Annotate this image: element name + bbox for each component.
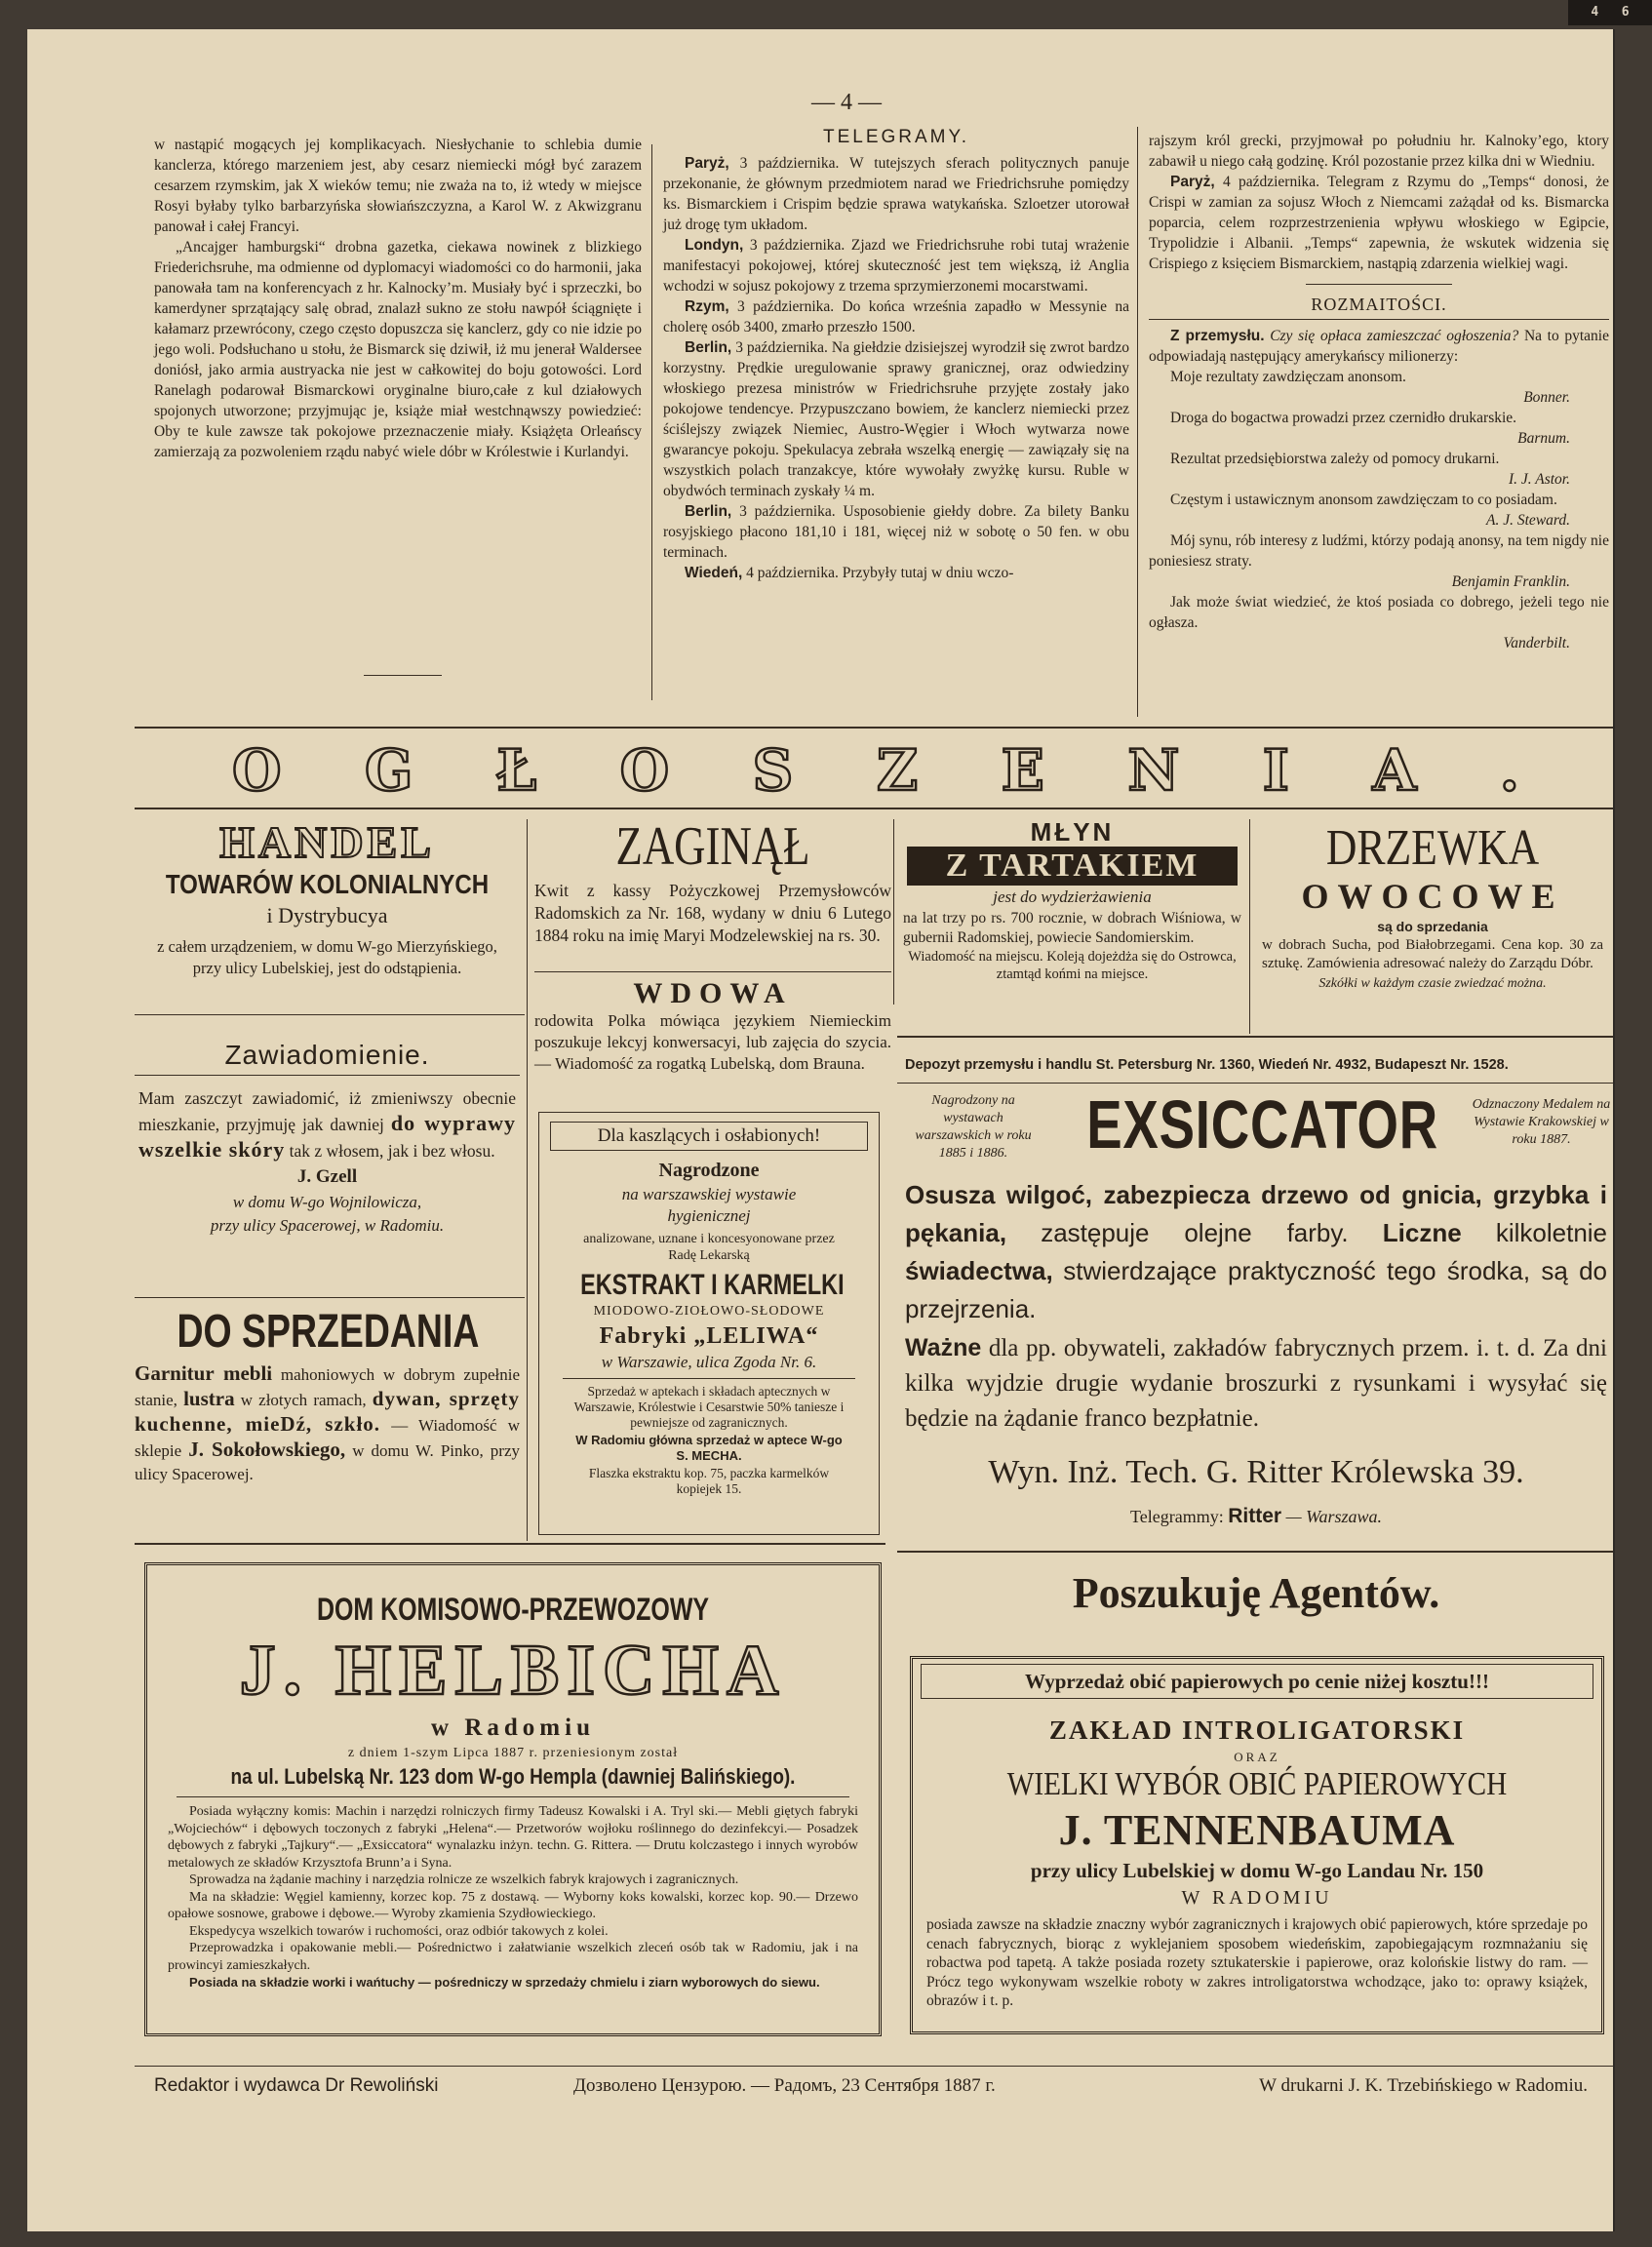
zawiadomienie-ad [135,1036,520,1238]
section-rule [135,808,1615,809]
telegramy-section [663,127,1129,583]
sale-text: — Wiadomość w sklepie [135,1416,521,1460]
tennenbaum-sale: Wyprzedaż obić papierowych po cenie niżej kosztu!!! [921,1664,1593,1699]
mlyn-subtitle: Z TARTAKIEM [907,847,1238,886]
helbich-paragraph: Ekspedycya wszelkich towarów i ruchomości, oraz odbiór takowych z kolei. [189,1923,609,1939]
karmelki-ad [544,1118,874,1497]
banner-letter: O [619,737,670,804]
tennenbaum-ad [921,1664,1593,2011]
dateline-city: Berlin, [685,503,732,520]
exsiccator-title: EXSICCATOR [1086,1086,1438,1163]
helbich-moved: z dniem 1-szym Lipca 1887 r. przeniesionym został [347,1746,679,1760]
zawiadomienie-body: Mam zaszczyt zawiadomić, iż zmieniwszy obecnie mieszkanie, przyjmuję jak dawniej [138,1088,516,1134]
telegram-text: 3 października. W tutejszych sferach politycznych panuje przekonanie, że głównym przedmiotem narad we Friedrichsruhe pomiędzy ks. Bismarckiem i Crispim będzie sprawa watykańska. Szloetzer utorował już drogę tym układom. [663,155,1130,233]
banner-letter: G [364,737,413,804]
mlyn-note: Wiadomość na miejscu. Koleją dojeżdża się do Ostrowca, ztamtąd końmi na miejsce. [908,949,1237,982]
column-rule [527,819,528,1541]
karmelki-title: EKSTRAKT I KARMELKI [580,1269,845,1301]
karmelki-head: Dla kaszlących i osłabionych! [550,1122,868,1151]
footer-printer: W drukarni J. K. Trzebińskiego w Radomiu. [1259,2075,1588,2096]
mlyn-title: MŁYN [1030,817,1115,847]
telegram-entry [663,296,1129,337]
helbich-ad [156,1590,870,1991]
quote-author: Bonner. [1523,389,1570,406]
banner-letter: A [1372,737,1417,804]
exsiccator-text: kilkoletnie [1495,1218,1608,1247]
mlyn-body: na lat trzy po rs. 700 rocznie, w dobrach Wiśniowa, w gubernii Radomskiej, powiecie Sandomierskim. [903,910,1241,946]
banner-letter: N [1127,737,1180,804]
handel-line: i Dystrybucya [266,903,388,927]
exsiccator-telegram [905,1504,1607,1529]
zaginal-body: Kwit z kassy Pożyczkowej Przemysłowców Radomskich za Nr. 168, wydany w dniu 6 Lutego 1884 roku na imię Maryi Modzelewskiej na rs. 30. [534,881,891,945]
exsiccator-award-left: Nagrodzony na wystawach warszawskich w roku 1885 i 1886. [915,1093,1032,1161]
telegram-entry [663,337,1129,501]
mlyn-ad [899,817,1245,983]
banner-letter: Ł [495,737,537,804]
rozmaitosci-title: ROZMAITOŚCI. [1311,295,1447,314]
exsiccator-important: Ważne [905,1334,982,1361]
quote-author: I. J. Astor. [1508,471,1570,488]
divider [897,1551,1615,1553]
tennenbaum-subtitle: WIELKI WYBÓR OBIĆ PAPIEROWYCH [1006,1766,1508,1802]
drzewka-subtitle: OWOCOWE [1301,877,1564,916]
karmelki-exhibition-type: hygienicznej [667,1206,751,1225]
banner-letter: E [1001,737,1044,804]
tennenbaum-title: ZAKŁAD INTROLIGATORSKI [1048,1715,1466,1745]
karmelki-radom: W Radomiu główna sprzedaż w aptece W-go S. MECHA. [575,1433,843,1463]
wdowa-body: rodowita Polka mówiąca językiem Niemieckim poszukuje lekcyj konwersacyi, lub zajęcia do szycia. — Wiadomość za rogatką Lubelską, dom Brauna. [534,1011,891,1073]
column-rule [893,819,894,1005]
do-sprzedania-ad [135,1303,520,1486]
quote-author: A. J. Steward. [1486,512,1570,529]
divider [135,1297,525,1298]
tennenbaum-city: W RADOMIU [1181,1887,1333,1909]
quote-author: Benjamin Franklin. [1451,573,1570,590]
exsiccator-body [905,1176,1607,1328]
telegram-entry [663,501,1129,563]
column-rule [1249,819,1250,1034]
quote-text: Moje rezultaty zawdzięczam anonsom. [1170,369,1406,385]
telegram-text: 3 października. Zjazd we Friedrichsruhe robi tutaj wrażenie manifestacyi pokojowej, której skuteczność jest tem większą, iż Anglia wchodzi w sojusz pokojowy z trzema sprzymierzonemi mocarstwami. [663,237,1129,295]
telegram-label: Telegrammy: [1130,1507,1224,1526]
banner-letter: O [232,737,282,804]
exsiccator-text: dla pp. obywateli, zakładów fabrycznych przem. i. t. d. Za dni kilka wyjdzie drugie wydanie broszurki z rysunkami i wysyłać się będzie na żądanie franco bezpłatnie. [905,1335,1607,1432]
drzewka-body: w dobrach Sucha, pod Białobrzegami. Cena kop. 30 za sztukę. Zamówienia adresować należy do Zarządu Dóbr. [1262,937,1603,971]
article-paragraph: „Ancajger hamburgski“ drobna gazetka, ciekawa nowinek z blizkiego Friederichsruhe, ma odmienne od dyplomacyi wiadomości co do harmonii, jaka panowała tam na konferencyach z hr. Kalnocky’m. Musiały być i sprzeczki, bo kamerdyner sprzątający salę obrad, znalazł sukno ze stołu nawpół ściągnięte i kałamarz przewrócony, czego często dopuszcza się kanclerz, gdy co nie idzie po jego woli. Podsłuchano u stołu, że Bismarck się dziwił, iż mu jenerał Waldersee doniósł, jako armia austryacka nie jest w całkowitej do boju gotowości. Lord Ranelagh podarował Bismarckowi oryginalne biuro,całe z kul działowych spojonych utworzone; przyjmując je, książe miał westchnąwszy powiedzieć: Oby te kule zawsze tak pokojowe przeznaczenie miały. Książęta Orleańscy zamierzają za pozwoleniem rządu nabyć wiele dóbr w Królestwie i Kurlandyi. [154,239,642,460]
agentow-ad: Poszukuję Agentów. [1072,1569,1440,1617]
sale-item: J. Sokołowskiego, [188,1438,346,1461]
divider [1149,319,1609,320]
divider [364,675,442,676]
tennenbaum-name: J. TENNENBAUMA [1058,1806,1456,1854]
section-rule [135,727,1615,729]
dateline-city: Londyn, [685,237,744,254]
helbich-paragraph: Ma na składzie: Węgiel kamienny, korzec kop. 75 z dostawą. — Wyborny koks kowalski, korzec kop. 90.— Drzewo opałowe sosnowe, grabowe i dębowe.— Wyroby zkamienia Szydłowieckiego. [168,1889,858,1921]
handel-body: z całem urządzeniem, w domu W-go Mierzyńskiego, przy ulicy Lubelskiej, jest do odstąpienia. [157,937,497,977]
helbich-title: DOM KOMISOWO-PRZEWOZOWY [316,1592,710,1627]
divider [534,971,891,972]
zawiadomienie-address: w domu W-go Wojnilowicza, [232,1193,422,1211]
sale-text: w domu W. Pinko, przy ulicy Spacerowej. [135,1441,521,1483]
telegram-text: 3 października. Usposobienie giełdy dobre. Za bilety Banku rosyjskiego płacono 181,10 i 181, więcej niż w sobotę o 50 fen. w obu terminach. [663,503,1130,561]
quote-list [1149,367,1609,653]
footer-censor: Дозволено Цензурою. — Радомъ, 23 Сентября 1887 г. [573,2075,996,2096]
divider [897,1036,1615,1038]
article-paragraph: rajszym król grecki, przyjmował po południu hr. Kalnoky’ego, ktory zabawił u niego całą godzinę. Król pozostanie przez kilka dni w Wiedniu. [1149,133,1609,170]
telegram-entry [663,563,1129,583]
telegram-entry [663,153,1129,235]
helbich-paragraph: Posiada wyłączny komis: Machin i narzędzi rolniczych firmy Tadeusz Kowalski i A. Tryl ski.— Mebli giętych fabryki „Wojciechów“ i dębowych toczonych z fabryki „Helena“.— Przetworów wojłoku roślinnego do dezinfekcyi.— Posadzek dębowych z fabryki „Tajkury“.— „Exsiccatora“ wynalazku inżyn. techn. G. Rittera. — Drutu kolczastego i innych wyrobów metalowych ze składów Krzysztofa Brunn’a i Syna. [168,1804,858,1871]
drzewka-note: Szkółki w każdym czasie zwiedzać można. [1318,976,1547,991]
drzewka-line: są do sprzedania [1377,919,1488,934]
article-paragraph: w nastąpić mogących jej komplikacyach. Niesłychanie to schlebia dumie kanclerza, którego marzeniem jest, aby cesarz niemiecki mógł być zarazem cesarzem rzymskim, jak X wieków temu; nie zważa na to, iż wtedy w miejsce Rosyi byłaby tylko barbarzyńska słowiańszczyzna, a Karol W. z Akwizgranu panował i całej Francyi. [154,137,642,235]
karmelki-sale: Sprzedaż w aptekach i składach aptecznych w Warszawie, Królestwie i Cesarstwie 50% taniesze i pewniejsze od zagranicznych. [573,1384,845,1430]
ogloszenia-banner [232,737,1519,804]
drzewka-ad [1256,821,1609,995]
karmelki-subtitle: MIODOWO-ZIOŁOWO-SŁODOWE [593,1304,825,1319]
dateline-city: Berlin, [685,339,732,356]
rozmaitosci-question: Czy się opłaca zamieszczać ogłoszenia? [1270,328,1519,344]
banner-letter: I [1262,737,1289,804]
corner-marks: 4 6 [1568,0,1652,25]
banner-letter: S [752,737,794,804]
tennenbaum-oraz: ORAZ [1234,1750,1280,1764]
quote-author: Vanderbilt. [1503,635,1570,651]
divider [1306,284,1452,285]
zawiadomienie-address: przy ulicy Spacerowej, w Radomiu. [210,1216,445,1235]
quote-text: Jak może świat wiedzieć, że ktoś posiada co dobrego, jeżeli tego nie ogłasza. [1149,594,1609,631]
divider [563,1378,855,1379]
dateline-city: Paryż, [1170,174,1215,190]
quote-text: Rezultat przedsiębiorstwa zależy od pomocy drukarni. [1170,451,1500,467]
karmelki-price: Flaszka ekstraktu kop. 75, paczka karmelków kopiejek 15. [588,1466,830,1496]
helbich-paragraph: Posiada na składzie worki i wańtuchy — pośredniczy w sprzedaży chmielu i ziarn wyborowych do siewu. [189,1975,820,1990]
exsiccator-notice [905,1330,1607,1437]
banner-letter: Z [876,737,919,804]
quote-text: Droga do bogactwa prowadzi przez czernidło drukarskie. [1170,410,1517,426]
zaginal-ad [534,817,891,947]
article-paragraph: 4 października. Telegram z Rzymu do „Temps“ donosi, że Crispi w zamian za sojusz Włoch z Niemcami zażądał od ks. Bismarcka poparcia, celem rozprzestrzenienia wpływu włoskiego w Egipcie, Trypolidzie i Albanii. „Temps“ zapewnia, że wskutek widzenia się Crispiego z księciem Bismarckiem, nastąpią zdarzenia wielkiej wagi. [1149,174,1609,272]
zawiadomienie-title: Zawiadomienie. [224,1040,430,1070]
exsiccator-text: zastępuje olejne farby. [1041,1218,1349,1247]
divider [135,1543,885,1545]
telegram-entry [663,235,1129,296]
exsiccator-depot: Depozyt przemysłu i handlu St. Petersburg Nr. 1360, Wiedeń Nr. 4932, Budapeszt Nr. 1528. [905,1057,1509,1073]
helbich-name: J. HELBICHA [239,1631,787,1711]
drzewka-title: DRZEWKA [1325,820,1540,876]
do-sprzedania-title: DO SPRZEDANIA [177,1306,480,1358]
zawiadomienie-name: J. Gzell [296,1166,358,1187]
rozmaitosci-lead: Z przemysłu. [1170,328,1265,344]
sale-text: mahoniowych w dobrym zupełnie stanie, [135,1365,521,1409]
ogloszenia-title [232,737,1519,804]
sale-text: w złotych ramach, [240,1391,367,1409]
exsiccator-signature: Wyn. Inż. Tech. G. Ritter Królewska 39. [988,1454,1524,1490]
handel-title: HANDEL [219,817,435,867]
sale-item: Garnitur mebli [135,1361,273,1385]
telegram-city: — Warszawa. [1285,1507,1382,1526]
mlyn-line: jest do wydzierżawienia [993,887,1152,906]
helbich-city: w Radomiu [431,1715,595,1741]
footer-editor: Redaktor i wydawca Dr Rewoliński [154,2075,439,2096]
handel-ad [135,817,520,979]
helbich-paragraph: Sprowadza na żądanie machiny i narzędzia rolnicze ze wszelkich fabryk krajowych i zagranicznych. [189,1872,739,1887]
newspaper-page [27,29,1615,2231]
tennenbaum-address: przy ulicy Lubelskiej w domu W-go Landau Nr. 150 [1030,1859,1484,1882]
quote-text: Mój synu, rób interesy z ludźmi, którzy podają anonsy, na tem nigdy nie poniesiesz straty. [1149,532,1609,570]
divider [177,1796,849,1797]
zawiadomienie-rest: tak z włosem, jak i bez włosu. [289,1141,495,1161]
exsiccator-text: świadectwa, [905,1256,1053,1285]
dateline-city: Paryż, [685,155,729,172]
telegramy-title: TELEGRAMY. [822,127,970,147]
sale-item: dywan, sprzęty kuchenne, mieDź, szkło. [135,1387,520,1436]
dateline-city: Wiedeń, [685,565,743,581]
zaginal-title: ZAGINĄŁ [615,816,810,877]
sale-item: lustra [183,1387,235,1410]
zawiadomienie-bold: do wyprawy wszelkie skóry [138,1111,517,1162]
dateline-city: Rzym, [685,298,729,315]
rozmaitosci-intro: Na to pytanie odpowiadają następujący amerykańscy milionerzy: [1149,328,1609,365]
handel-subtitle: TOWARÓW KOLONIALNYCH [165,869,490,899]
wdowa-title: WDOWA [633,977,793,1009]
column-rule [651,144,652,700]
helbich-address: na ul. Lubelską Nr. 123 dom W-go Hempla (dawniej Balińskiego). [230,1764,796,1789]
telegram-list [663,153,1129,583]
column-rule [1137,127,1138,717]
karmelki-address: w Warszawie, ulica Zgoda Nr. 6. [601,1353,817,1371]
quote-text: Częstym i ustawicznym anonsom zawdzięczam to co posiadam. [1170,492,1557,508]
exsiccator-text: Liczne [1382,1218,1462,1247]
article-column-1 [154,135,642,462]
banner-letter: . [1499,737,1519,804]
divider [135,1075,520,1076]
karmelki-approval: analizowane, uznane i koncesyonowane przez Radę Lekarską [583,1232,835,1263]
helbich-paragraph: Przeprowadzka i opakowanie mebli.— Pośrednictwo i załatwianie wszelkich zleceń osób tak w Radomiu, jak i na prowincyi zamieszkałych. [168,1941,858,1973]
telegram-text: 4 października. Przybyły tutaj w dniu wczo- [746,565,1014,581]
helbich-services [156,1803,870,1991]
telegram-text: 3 października. Na giełdzie dzisiejszej wyrodził się zwrot bardzo korzystny. Prędkie uregulowanie sprawy granicznej, oraz odwiedziny włoskiego prezesa ministrów w Friedrichsruhe przyjęte zostały jako pokojowe tendencye. Przypuszczano bowiem, że kanclerz niemiecki przez ściślejszy związek Niemiec, Austro-Węgier i Włoch wytwarza nowe gwarancye pokoju. Spekulacya zebrała wszelką energię — zawiązały się na wszystkich polach tranzakcye, które wywołały zwyżkę kursu. Ruble w obydwóch terminach zyskały ¼ m. [663,339,1130,499]
telegram-name: Ritter [1228,1505,1282,1527]
karmelki-award: Nagrodzone [658,1160,760,1181]
footer-rule [135,2066,1615,2067]
wdowa-ad [534,977,891,1075]
karmelki-exhibition: na warszawskiej wystawie [621,1185,797,1203]
article-column-3 [1149,131,1609,653]
karmelki-factory: Fabryki „LELIWA“ [599,1323,819,1349]
exsiccator-award-right: Odznaczony Medalem na Wystawie Krakowskiej w roku 1887. [1472,1097,1611,1147]
quote-author: Barnum. [1517,430,1570,447]
page-number: — 4 — [811,90,882,115]
divider [135,1014,525,1015]
telegram-text: 3 października. Do końca września zapadło w Messynie na cholerę osób 3400, zmarło przeszło 1500. [663,298,1129,335]
exsiccator-text: stwierdzające praktyczność tego środka, są do przejrzenia. [905,1256,1607,1323]
exsiccator-claim: Osusza wilgoć, zabezpiecza drzewo od gnicia, grzybka i pękania, [905,1180,1607,1247]
tennenbaum-body: posiada zawsze na składzie znaczny wybór zagranicznych i krajowych obić papierowych, które sprzedaje po cenach fabrycznych, biorąc z wyklejaniem sposobem wiedeńskim, zapobiegającym rozmnażaniu się robactwa pod tapetą. A także posiada rozety sztukaterskie i papierowe, oraz kolońskie listwy do ram. — Prócz tego wykonywam wszelkie roboty w zakres introligatorstwa wchodzące, jako to: oprawy książek, obrazów i t. p. [926,1916,1588,2009]
